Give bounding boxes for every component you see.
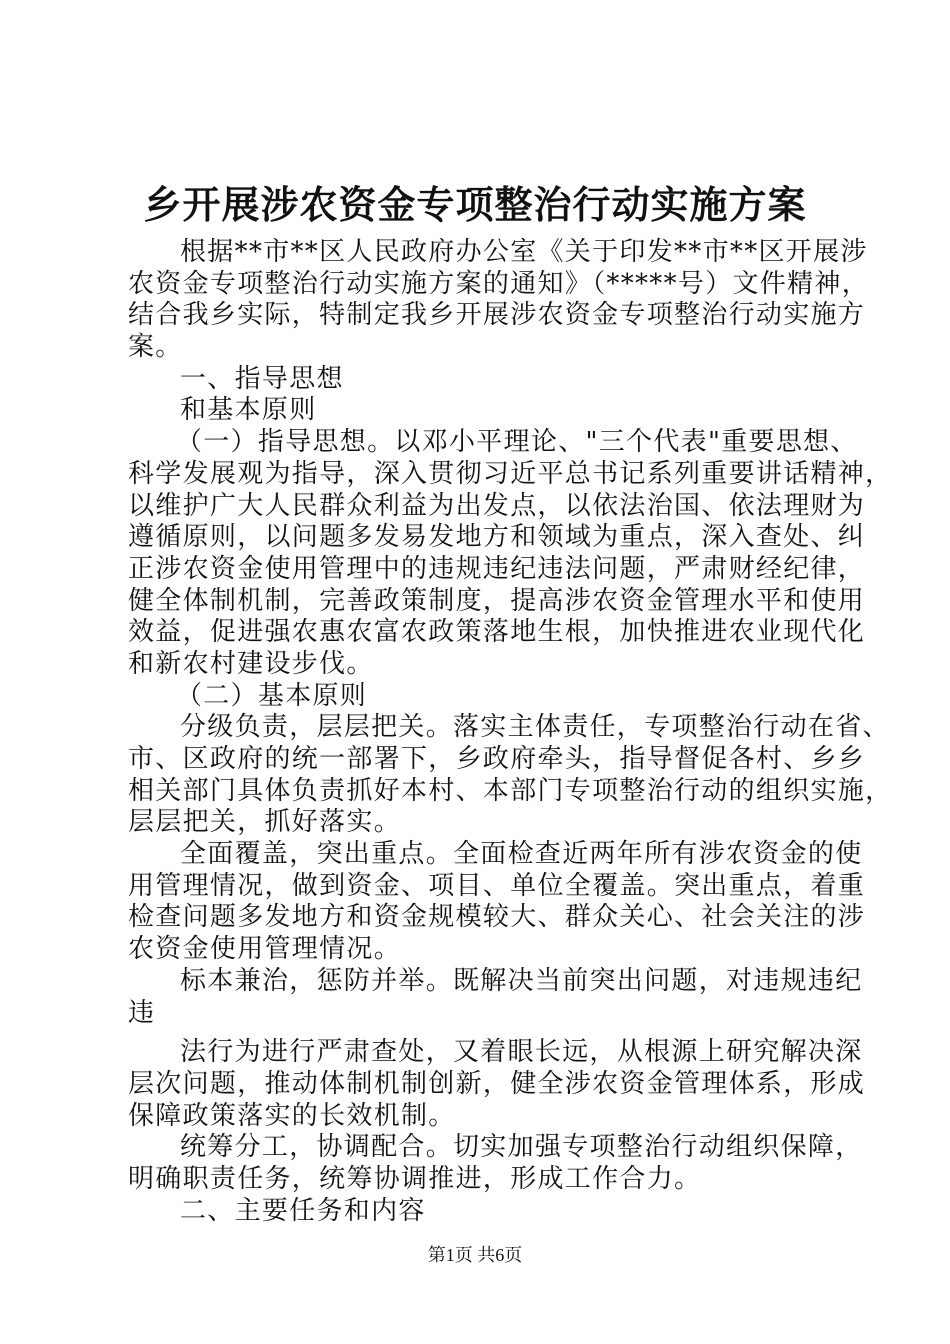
paragraph-line: 分级负责，层层把关。落实主体责任，专项整治行动在省、 [180,712,890,743]
paragraph-line: 以维护广大人民群众利益为出发点，以依法治国、依法理财为 [128,490,866,521]
paragraph-line: 效益，促进强农惠农富农政策落地生根，加快推进农业现代化 [128,617,866,648]
paragraph-line: 层次问题，推动体制机制创新，健全涉农资金管理体系，形成 [128,1068,866,1099]
section-heading: 和基本原则 [180,395,317,426]
document-body [128,237,893,1227]
paragraph-line: 农资金专项整治行动实施方案的通知》（*****号）文件精神， [128,268,870,299]
paragraph-line: 农资金使用管理情况。 [128,934,402,965]
paragraph-line: 层层把关，抓好落实。 [128,807,402,838]
paragraph-line: 法行为进行严肃查处，又着眼长远，从根源上研究解决深 [180,1037,863,1068]
paragraph-line: 根据**市**区人民政府办公室《关于印发**市**区开展涉 [180,237,868,267]
line-gap [128,1029,834,1037]
section-heading: （二）基本原则 [176,680,368,711]
paragraph-line: （一）指导思想。以邓小平理论、"三个代表"重要思想、 [176,427,858,458]
document-title: 乡开展涉农资金专项整治行动实施方案 [143,182,807,227]
paragraph-line: 遵循原则，以问题多发易发地方和领域为重点，深入查处、纠 [128,522,866,553]
paragraph-line: 明确职责任务，统筹协调推进，形成工作合力。 [128,1163,702,1194]
section-heading: 二、主要任务和内容 [180,1195,426,1226]
paragraph-line: 标本兼治，惩防并举。既解决当前突出问题，对违规违纪 [180,965,863,996]
paragraph-line: 和新农村建设步伐。 [128,648,374,679]
page-number-footer: 第1页 共6页 [427,1245,523,1265]
paragraph-line: 相关部门具体负责抓好本村、本部门专项整治行动的组织实施， [128,775,893,806]
paragraph-line: 检查问题多发地方和资金规模较大、群众关心、社会关注的涉 [128,902,866,933]
paragraph-line: 案。 [128,332,183,363]
paragraph-line: 保障政策落实的长效机制。 [128,1100,456,1131]
section-heading: 一、指导思想 [180,363,344,394]
paragraph-line: 结合我乡实际，特制定我乡开展涉农资金专项整治行动实施方 [128,300,866,331]
paragraph-line: 科学发展观为指导，深入贯彻习近平总书记系列重要讲话精神， [128,458,893,489]
paragraph-line: 健全体制机制，完善政策制度，提高涉农资金管理水平和使用 [128,585,866,616]
paragraph-line: 用管理情况，做到资金、项目、单位全覆盖。突出重点，着重 [128,870,866,901]
paragraph-line: 违 [128,997,156,1028]
paragraph-line: 统筹分工，协调配合。切实加强专项整治行动组织保障， [180,1132,863,1163]
paragraph-line: 正涉农资金使用管理中的违规违纪违法问题，严肃财经纪律， [128,553,866,584]
paragraph-line: 全面覆盖，突出重点。全面检查近两年所有涉农资金的使 [180,839,863,870]
paragraph-line: 市、区政府的统一部署下，乡政府牵头，指导督促各村、乡乡 [128,744,866,774]
